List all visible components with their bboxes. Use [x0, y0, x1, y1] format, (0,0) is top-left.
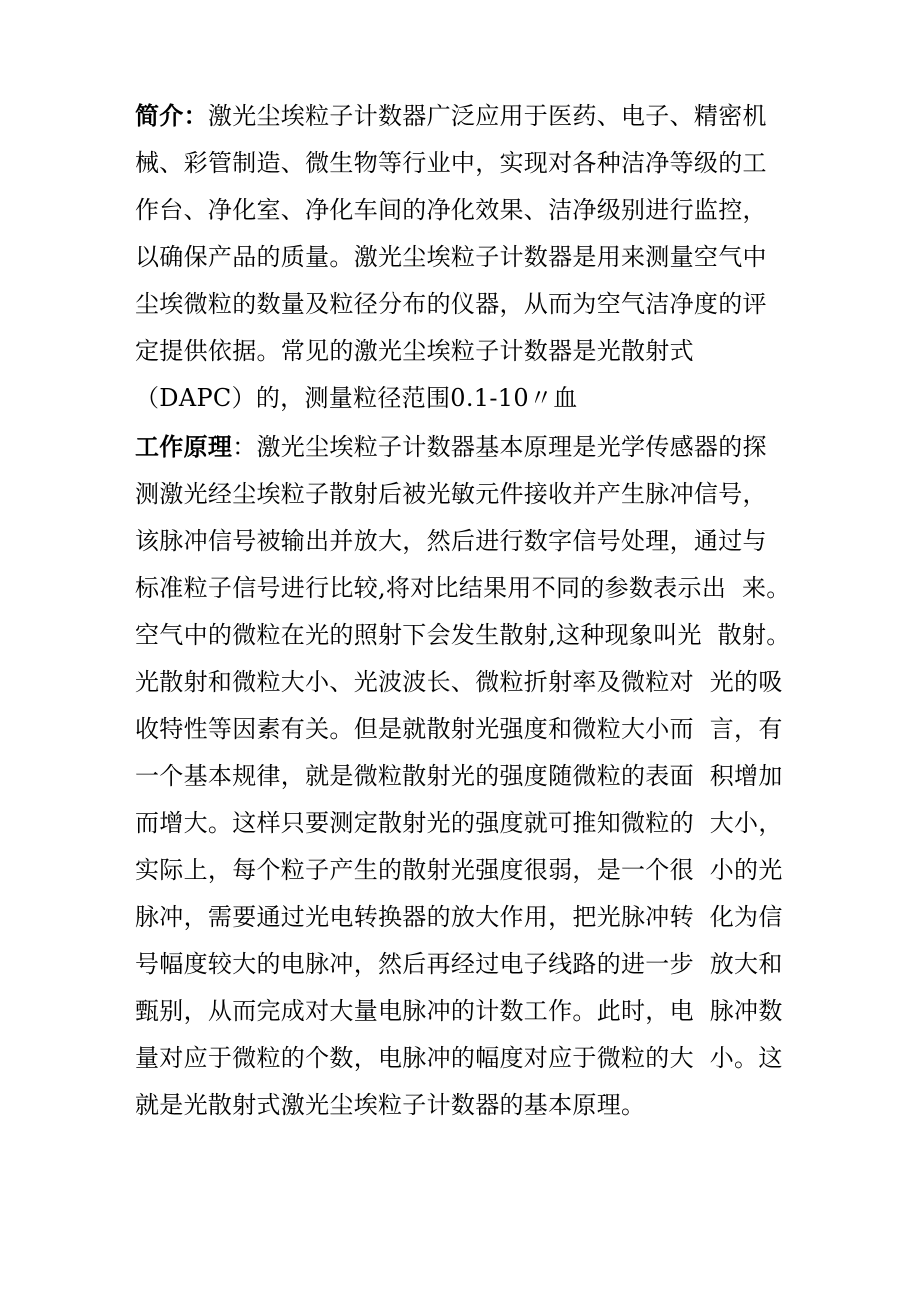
principle-text: ：激光尘埃粒子计数器基本原理是光学传感器的探	[232, 433, 767, 461]
principle-line-6: 光散射和微粒大小、光波波长、微粒折射率及微粒对 光的吸	[135, 668, 783, 696]
principle-line-11: 脉冲，需要通过光电转换器的放大作用，把光脉冲转 化为信	[135, 903, 783, 931]
principle-line-13: 甄别，从而完成对大量电脉冲的计数工作。此时，电 脉冲数	[135, 997, 783, 1025]
principle-line-9: 而增大。这样只要测定散射光的强度就可推知微粒的 大小，	[135, 809, 783, 837]
principle-line-7: 收特性等因素有关。但是就散射光强度和微粒大小而 言，有	[135, 715, 783, 743]
principle-line-4: 标准粒子信号进行比较,将对比结果用不同的参数表示出 来。	[135, 574, 791, 602]
intro-line-3: 作台、净化室、净化车间的净化效果、洁净级别进行监控，	[135, 196, 767, 224]
intro-line-5: 尘埃微粒的数量及粒径分布的仪器，从而为空气洁净度的评	[135, 290, 767, 318]
intro-label: 简介：	[135, 101, 208, 130]
principle-line-5: 空气中的微粒在光的照射下会发生散射,这种现象叫光 散射。	[135, 621, 791, 649]
intro-text: 激光尘埃粒子计数器广泛应用于医药、电子、精密机	[207, 102, 767, 130]
principle-line-14: 量对应于微粒的个数，电脉冲的幅度对应于微粒的大 小。这	[135, 1044, 783, 1072]
principle-line-1	[135, 432, 767, 462]
intro-line-1	[135, 101, 767, 131]
intro-line-4: 以确保产品的质量。激光尘埃粒子计数器是用来测量空气中	[135, 243, 767, 271]
intro-line-6: 定提供依据。常见的激光尘埃粒子计数器是光散射式	[135, 337, 694, 365]
principle-line-3: 该脉冲信号被输出并放大，然后进行数字信号处理，通过与	[135, 527, 767, 555]
principle-line-2: 测激光经尘埃粒子散射后被光敏元件接收并产生脉冲信号，	[135, 480, 767, 508]
principle-line-12: 号幅度较大的电脉冲，然后再经过电子线路的进一步 放大和	[135, 950, 783, 978]
principle-label: 工作原理	[135, 432, 233, 461]
principle-line-10: 实际上，每个粒子产生的散射光强度很弱，是一个很 小的光	[135, 856, 783, 884]
intro-line-7: （DAPC）的，测量粒径范围0.1-10〃血	[135, 384, 578, 412]
intro-line-2: 械、彩管制造、微生物等行业中，实现对各种洁净等级的工	[135, 149, 767, 177]
principle-line-8: 一个基本规律，就是微粒散射光的强度随微粒的表面 积增加	[135, 762, 783, 790]
principle-line-15: 就是光散射式激光尘埃粒子计数器的基本原理。	[135, 1091, 646, 1119]
